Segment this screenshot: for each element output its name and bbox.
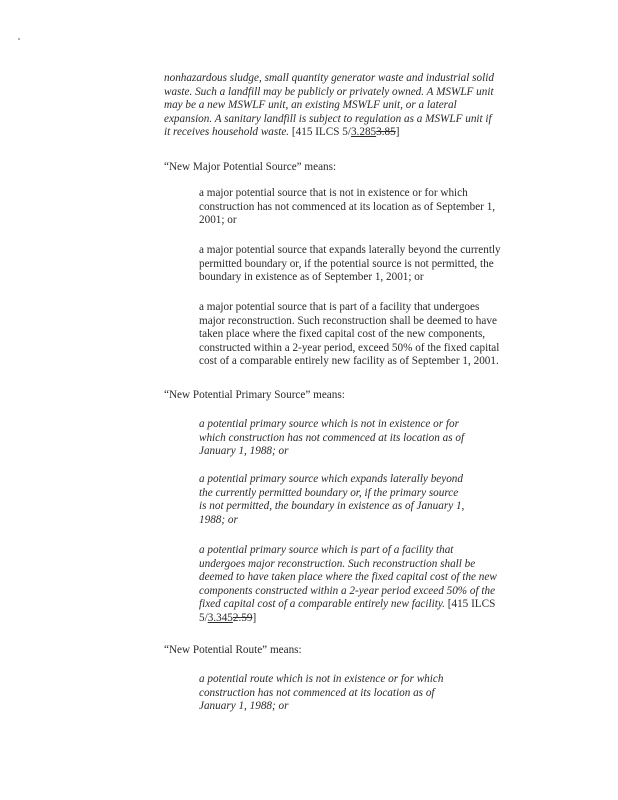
major-item-3 <box>199 301 499 369</box>
intro-line-last <box>164 126 494 140</box>
definition-line: a major potential source that expands laterally beyond the currently <box>199 244 501 256</box>
scan-speck <box>18 38 20 40</box>
major-heading: “New Major Potential Source” means: <box>164 161 337 173</box>
intro-italic-end: it receives household waste. <box>164 126 290 139</box>
definition-line: a major potential source that is part of a facility that undergoes <box>199 301 480 313</box>
major-item-1 <box>199 187 495 228</box>
definition-line: construction has not commenced at its location as of <box>199 686 435 699</box>
primary-item-2 <box>199 473 464 527</box>
route-heading: “New Potential Route” means: <box>164 644 302 656</box>
citation-inserted: 3.285 <box>350 126 377 139</box>
route-item-1 <box>199 673 443 714</box>
definition-line: construction has not commenced at its location as of September 1, <box>199 200 496 213</box>
definition-line: which construction has not commenced at its location as of <box>199 431 465 444</box>
major-item-2 <box>199 244 501 285</box>
definition-line: major reconstruction. Such reconstruction shall be deemed to have <box>199 314 497 327</box>
primary-citation-line <box>199 612 497 626</box>
definition-line: 2001; or <box>199 214 237 227</box>
citation-deleted: 3.85 <box>376 126 396 139</box>
citation-suffix: ] <box>395 126 400 139</box>
definition-line: a potential primary source which expands laterally beyond <box>199 473 463 485</box>
definition-line: a potential primary source which is part of a facility that <box>199 544 454 556</box>
citation-prefix: 5/ <box>199 611 208 624</box>
primary-italic-end: fixed capital cost of a comparable entirely new facility. <box>199 598 445 611</box>
definition-line: deemed to have taken place where the fixed capital cost of the new <box>199 571 497 584</box>
citation-inserted: 3.345 <box>207 611 233 624</box>
definition-line: is not permitted, the boundary in existence as of January 1, <box>199 500 465 513</box>
intro-line: expansion. A sanitary landfill is subject to regulation as a MSWLF unit if <box>164 112 492 125</box>
intro-paragraph <box>164 72 494 140</box>
definition-line: taken place where the fixed capital cost of the new components, <box>199 328 486 341</box>
citation-deleted: 2.59 <box>232 611 253 624</box>
definition-line: boundary in existence as of September 1, 2001; or <box>199 271 424 284</box>
definition-line: 1988; or <box>199 513 238 526</box>
primary-heading: “New Potential Primary Source” means: <box>164 389 345 401</box>
definition-line-last <box>199 598 497 612</box>
definition-line: January 1, 1988; or <box>199 445 289 458</box>
intro-line: may be a new MSWLF unit, an existing MSWLF unit, or a lateral <box>164 99 457 112</box>
citation-prefix: [415 ILCS 5/ <box>289 126 351 139</box>
definition-line: permitted boundary or, if the potential source is not permitted, the <box>199 257 494 270</box>
definition-line: a major potential source that is not in existence or for which <box>199 187 468 199</box>
primary-item-1 <box>199 418 464 459</box>
definition-line: a potential route which is not in existence or for which <box>199 673 444 685</box>
definition-line: cost of a comparable entirely new facility as of September 1, 2001. <box>199 355 499 368</box>
citation-prefix: [415 ILCS <box>444 598 496 611</box>
definition-line: January 1, 1988; or <box>199 700 289 713</box>
definition-line: a potential primary source which is not in existence or for <box>199 418 459 430</box>
primary-item-3 <box>199 544 497 626</box>
definition-line: the currently permitted boundary or, if the primary source <box>199 486 459 499</box>
intro-citation <box>289 126 399 138</box>
intro-line: nonhazardous sludge, small quantity generator waste and industrial solid <box>164 72 494 84</box>
definition-line: components constructed within a 2-year period exceed 50% of the <box>199 584 496 597</box>
definition-line: undergoes major reconstruction. Such reconstruction shall be <box>199 557 476 570</box>
citation-suffix: ] <box>252 611 257 624</box>
intro-line: waste. Such a landfill may be publicly or privately owned. A MSWLF unit <box>164 85 494 98</box>
definition-line: constructed within a 2-year period, exceed 50% of the fixed capital <box>199 341 500 354</box>
